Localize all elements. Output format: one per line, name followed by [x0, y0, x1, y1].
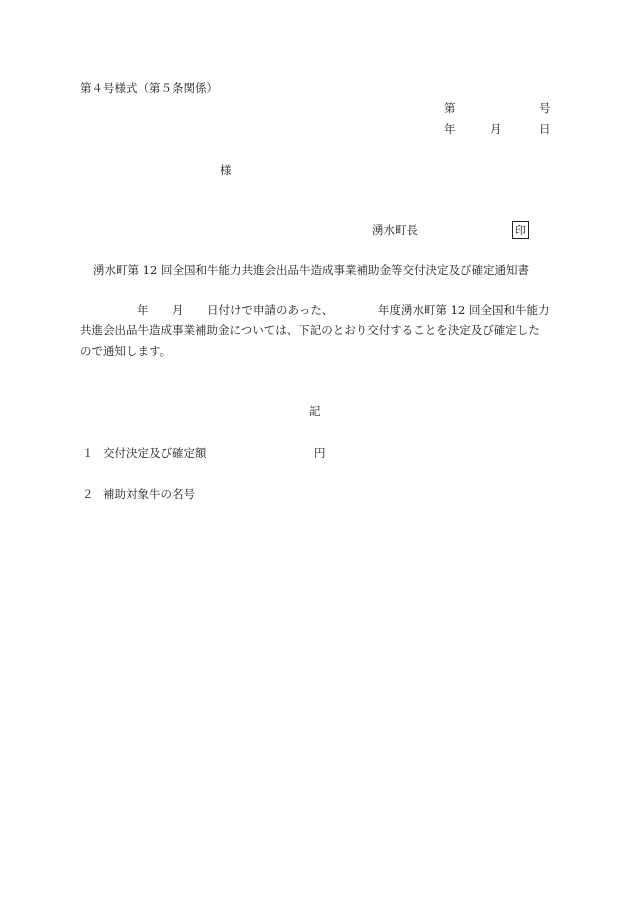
date-year: 年	[444, 122, 456, 136]
date-month: 月	[490, 122, 502, 136]
body-year: 年	[137, 303, 149, 317]
seal-label: 印	[515, 223, 526, 237]
item-label-amount: 交付決定及び確定額	[103, 446, 207, 460]
number-suffix: 号	[539, 101, 551, 115]
body-month: 月	[172, 303, 184, 317]
item-number: １	[82, 446, 94, 460]
item-unit-yen: 円	[314, 446, 326, 460]
number-prefix: 第	[444, 101, 456, 115]
ki-heading: 記	[309, 404, 321, 418]
date-day: 日	[539, 122, 551, 136]
body-fiscal-text: 年度湧水町第 12 回全国和牛能力	[378, 303, 550, 317]
document-title: 湧水町第 12 回全国和牛能力共進会出品牛造成事業補助金等交付決定及び確定通知書	[93, 263, 529, 277]
addressee-honorific: 様	[220, 163, 232, 177]
seal-stamp	[512, 221, 529, 239]
body-applied-text: 日付けで申請のあった、	[207, 303, 334, 317]
issuer-title: 湧水町長	[372, 223, 418, 237]
form-label: 第４号様式（第５条関係）	[80, 81, 218, 95]
item-label-cattle-name: 補助対象牛の名号	[103, 487, 195, 501]
item-number: ２	[82, 487, 94, 501]
body-line-2: 共進会出品牛造成事業補助金については、下記のとおり交付することを決定及び確定した	[80, 323, 540, 337]
body-line-3: ので通知します。	[80, 344, 172, 358]
